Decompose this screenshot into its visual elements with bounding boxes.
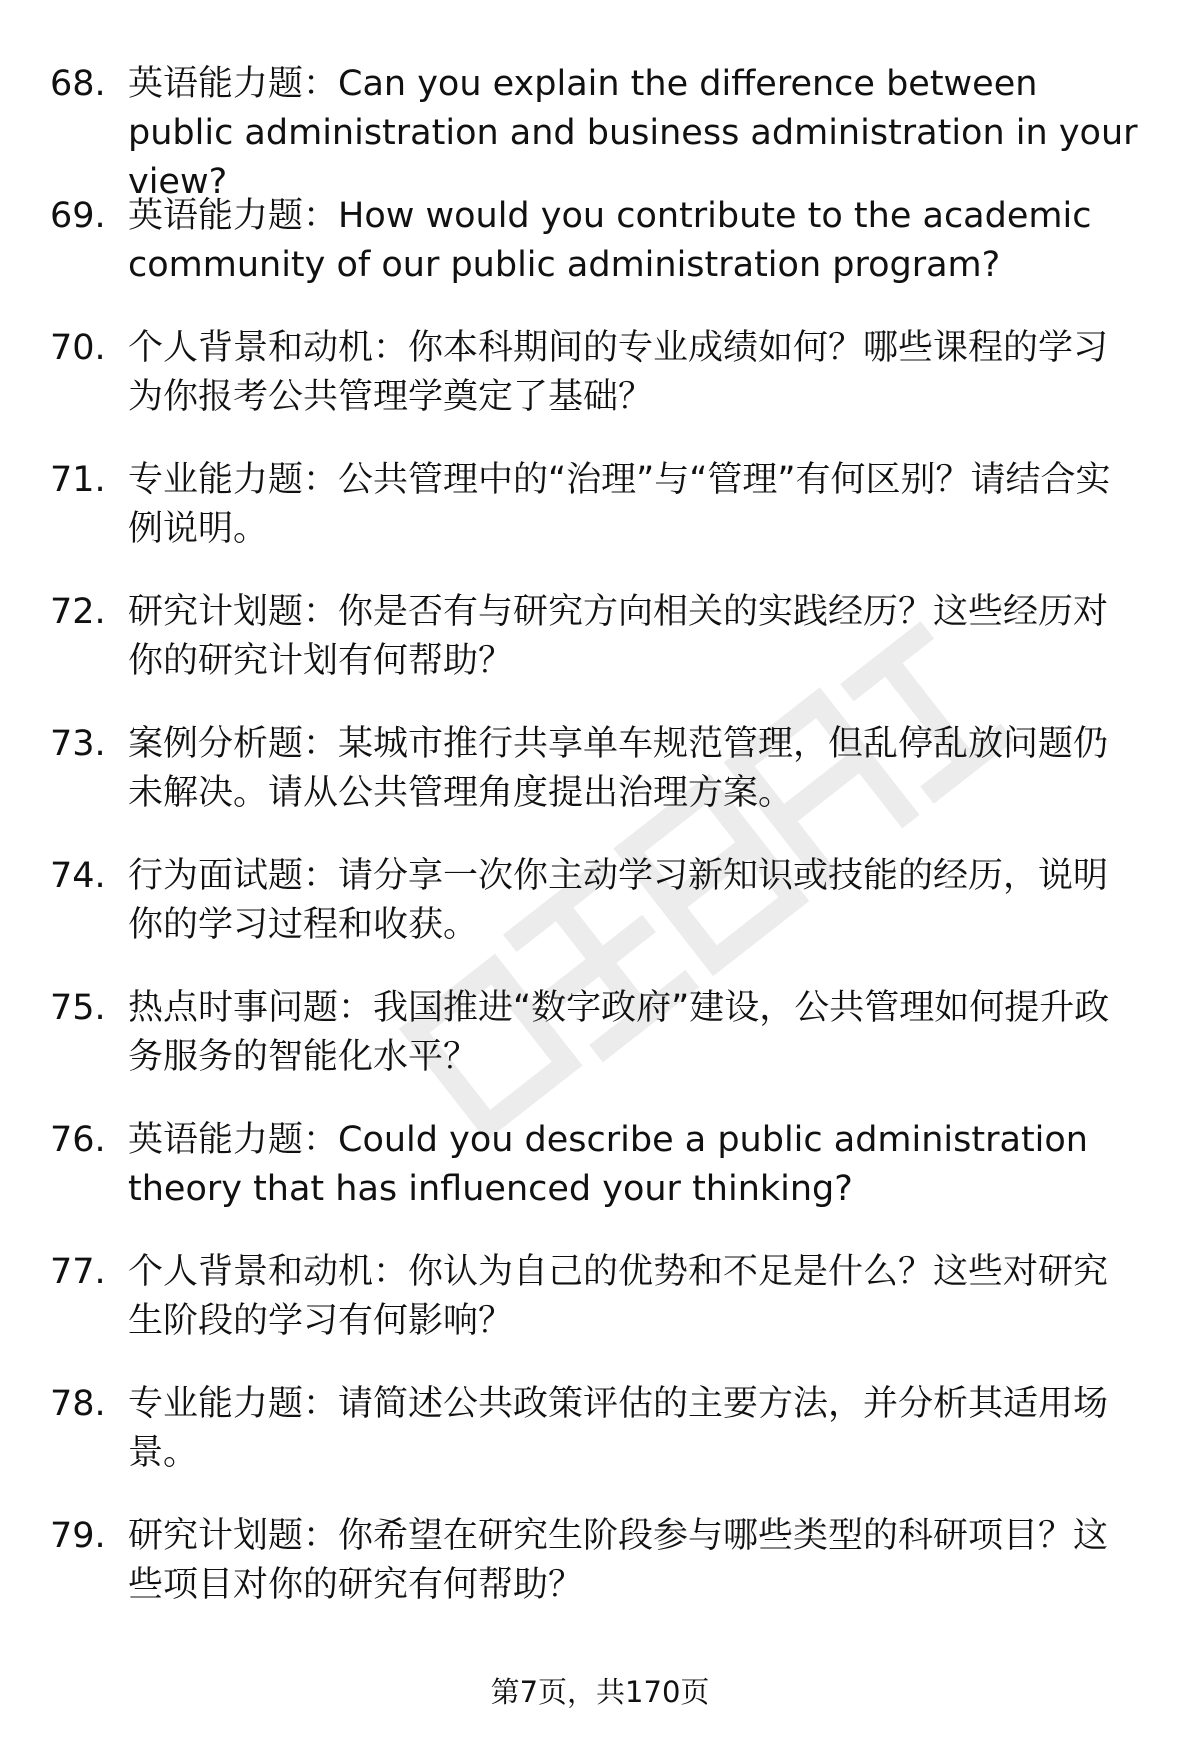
question-text: 英语能力题：How would you contribute to the academic community of our public administration program? [128,196,1092,285]
question-item [50,1380,1150,1512]
question-item [50,324,1150,456]
question-number: 69. [50,196,106,236]
question-text: 专业能力题：公共管理中的“治理”与“管理”有何区别？请结合实例说明。 [128,460,1111,549]
question-number: 76. [50,1120,106,1160]
question-text: 英语能力题：Can you explain the difference between public administration and business administration in your view? [128,64,1138,202]
question-item [50,456,1150,588]
question-item [50,984,1150,1116]
question-list [50,60,1150,1644]
question-text: 案例分析题：某城市推行共享单车规范管理，但乱停乱放问题仍未解决。请从公共管理角度提出治理方案。 [128,724,1109,813]
question-item [50,60,1150,202]
question-text: 专业能力题：请简述公共政策评估的主要方法，并分析其适用场景。 [128,1384,1109,1473]
question-number: 74. [50,856,106,896]
question-text: 研究计划题：你希望在研究生阶段参与哪些类型的科研项目？这些项目对你的研究有何帮助？ [128,1516,1109,1605]
page-number-footer: 第7页，共170页 [490,1675,710,1709]
question-item [50,588,1150,720]
question-item [50,1248,1150,1380]
question-number: 72. [50,592,106,632]
question-number: 71. [50,460,106,500]
question-item [50,720,1150,852]
question-text: 研究计划题：你是否有与研究方向相关的实践经历？这些经历对你的研究计划有何帮助？ [128,592,1109,681]
question-number: 70. [50,328,106,368]
question-text: 行为面试题：请分享一次你主动学习新知识或技能的经历，说明你的学习过程和收获。 [128,856,1109,945]
question-number: 78. [50,1384,106,1424]
question-item [50,192,1150,324]
question-text: 个人背景和动机：你认为自己的优势和不足是什么？这些对研究生阶段的学习有何影响？ [128,1252,1109,1341]
question-number: 73. [50,724,106,764]
question-number: 79. [50,1516,106,1556]
question-text: 热点时事问题：我国推进“数字政府”建设，公共管理如何提升政务服务的智能化水平？ [128,988,1110,1077]
question-number: 68. [50,64,106,104]
question-item [50,1116,1150,1248]
question-text: 个人背景和动机：你本科期间的专业成绩如何？哪些课程的学习为你报考公共管理学奠定了基础？ [128,328,1109,417]
question-number: 77. [50,1252,106,1292]
question-text: 英语能力题：Could you describe a public administration theory that has influenced your thinking? [128,1120,1088,1209]
question-item [50,1512,1150,1644]
question-number: 75. [50,988,106,1028]
question-item [50,852,1150,984]
